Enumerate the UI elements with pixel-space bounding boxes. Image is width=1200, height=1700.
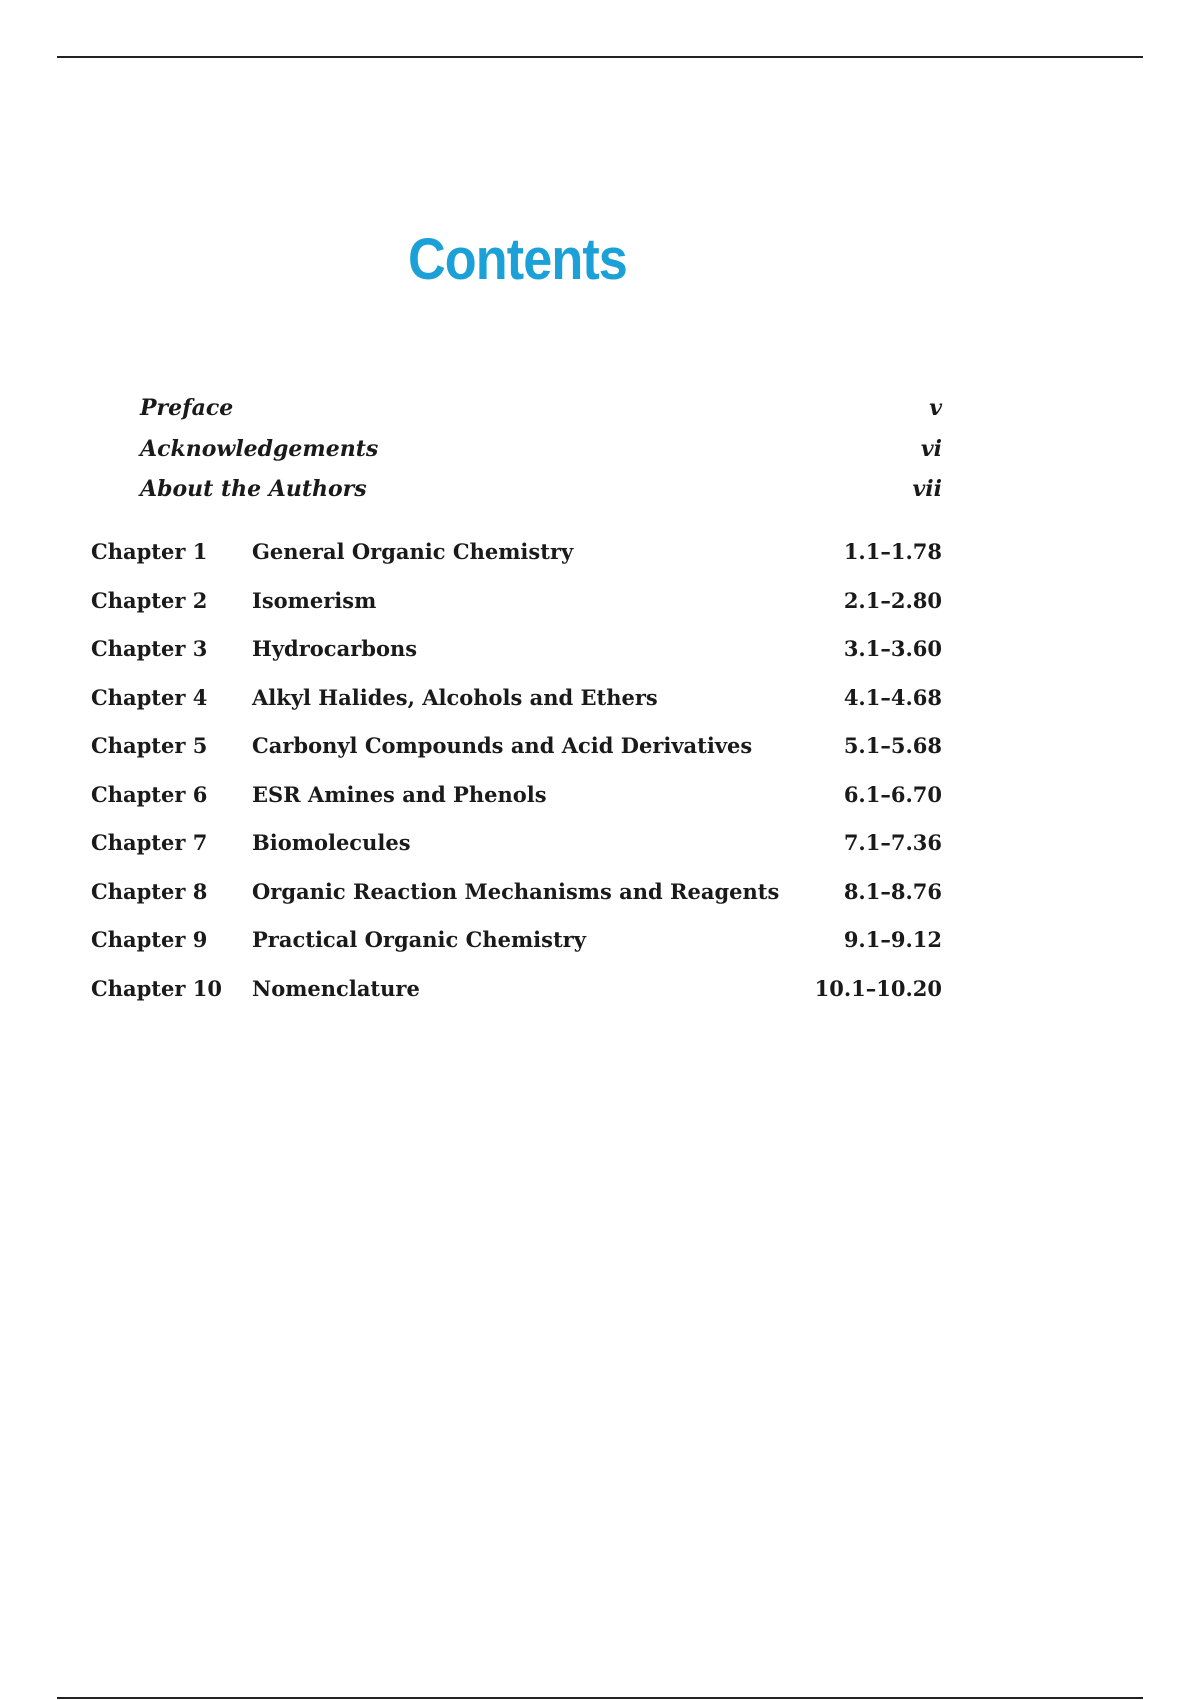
chapter-entry[interactable] [91,589,942,638]
chapter-title: ESR Amines and Phenols [252,781,547,807]
chapter-entry[interactable] [91,734,942,783]
chapter-number: Chapter 6 [91,781,208,807]
chapter-entry[interactable] [91,637,942,686]
chapter-pages: 6.1–6.70 [843,781,942,807]
front-matter-page: vii [912,476,942,502]
front-matter-label: Preface [140,395,234,421]
chapter-title: General Organic Chemistry [252,539,574,564]
front-matter-item[interactable] [140,477,942,518]
chapter-number: Chapter 8 [91,878,208,904]
bottom-rule [57,1697,1143,1699]
chapter-title: Isomerism [252,587,377,613]
chapter-pages: 7.1–7.36 [843,830,942,855]
front-matter-item[interactable] [140,396,942,437]
chapter-entry[interactable] [91,783,942,832]
chapter-title: Biomolecules [252,830,411,855]
chapter-list [91,540,942,1025]
chapter-title: Organic Reaction Mechanisms and Reagents [252,878,780,904]
chapter-entry[interactable] [91,928,942,977]
chapter-number: Chapter 1 [91,539,208,564]
front-matter-list [140,396,942,518]
chapter-pages: 4.1–4.68 [843,684,942,710]
chapter-number: Chapter 2 [91,587,208,613]
chapter-entry[interactable] [91,831,942,880]
chapter-number: Chapter 7 [91,830,208,855]
front-matter-page: v [929,395,942,421]
chapter-entry[interactable] [91,686,942,735]
chapter-entry[interactable] [91,977,942,1026]
chapter-title: Nomenclature [252,975,420,1001]
chapter-number: Chapter 9 [91,927,208,952]
chapter-entry[interactable] [91,880,942,929]
chapter-number: Chapter 10 [91,975,222,1001]
chapter-pages: 1.1–1.78 [843,539,942,564]
page-title: Contents [407,227,627,292]
chapter-title: Alkyl Halides, Alcohols and Ethers [252,684,658,710]
chapter-pages: 3.1–3.60 [843,636,942,661]
front-matter-label: Acknowledgements [140,435,379,462]
chapter-entry[interactable] [91,540,942,589]
front-matter-label: About the Authors [140,476,367,502]
chapter-number: Chapter 4 [91,684,208,710]
chapter-title: Hydrocarbons [252,636,418,661]
front-matter-page: vi [920,435,942,462]
chapter-pages: 5.1–5.68 [843,733,942,758]
chapter-title: Carbonyl Compounds and Acid Derivatives [252,733,753,758]
top-rule [57,56,1143,58]
chapter-pages: 2.1–2.80 [843,587,942,613]
chapter-title: Practical Organic Chemistry [252,927,586,952]
chapter-pages: 10.1–10.20 [814,975,942,1001]
front-matter-item[interactable] [140,437,942,478]
chapter-pages: 8.1–8.76 [843,878,942,904]
chapter-pages: 9.1–9.12 [843,927,942,952]
chapter-number: Chapter 5 [91,733,208,758]
chapter-number: Chapter 3 [91,636,208,661]
